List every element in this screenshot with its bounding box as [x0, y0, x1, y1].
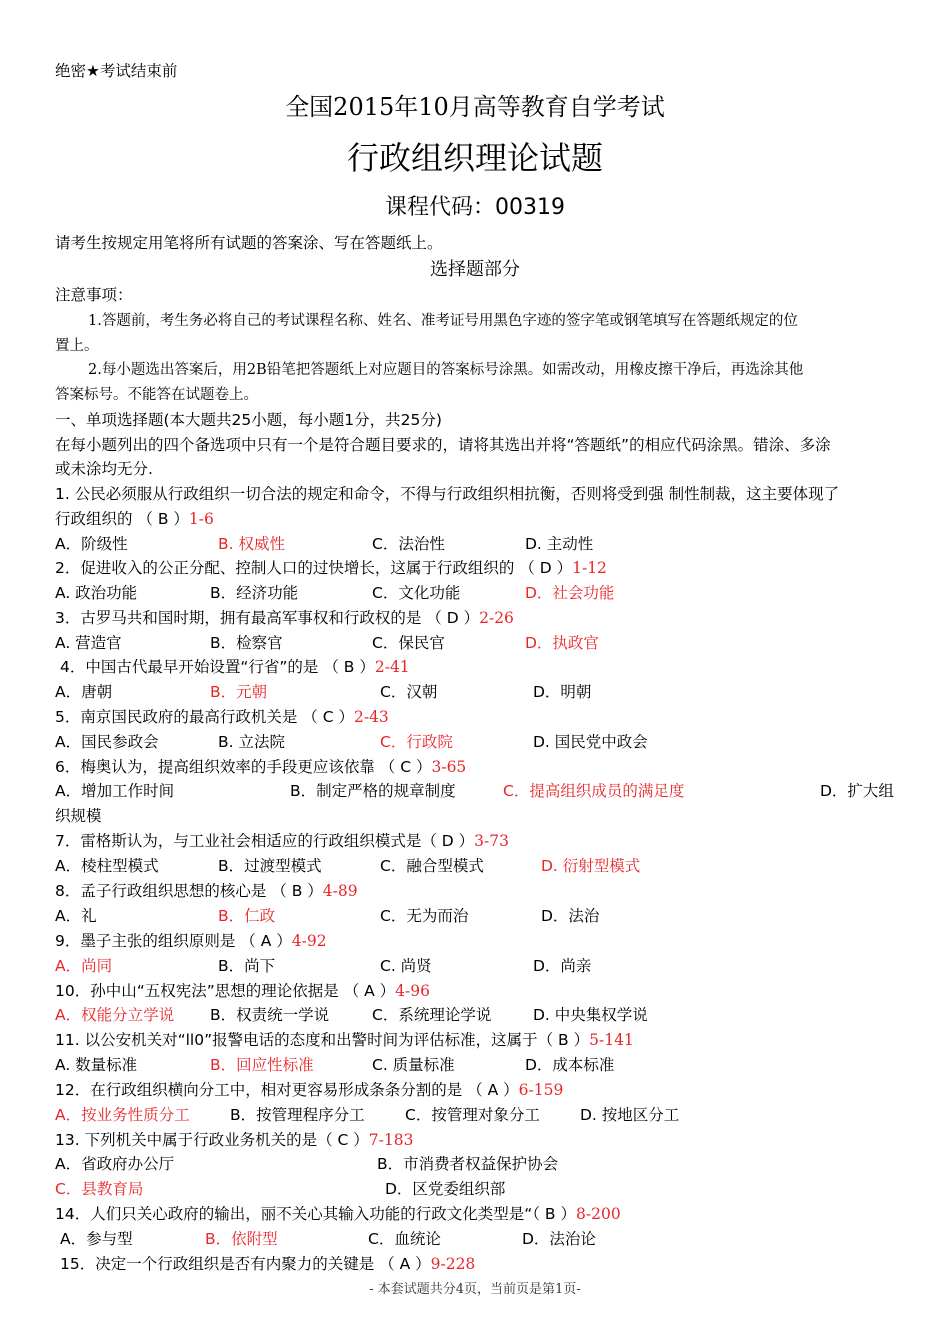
q5-option-d[interactable]: D. 国民党中政会 [533, 733, 648, 751]
q2-option-d[interactable]: D．社会功能 [525, 584, 615, 602]
question-9-stem: 9．墨子主张的组织原则是 （ A ）4-92 [55, 932, 327, 950]
q11-option-d[interactable]: D．成本标准 [525, 1056, 615, 1074]
question-15-stem: 15．决定一个行政组织是否有内聚力的关键是 （ A ）9-228 [60, 1255, 476, 1273]
question-9-ref: 4-92 [291, 932, 327, 950]
question-6-ref: 3-65 [431, 758, 467, 776]
q6-option-c[interactable]: C．提高组织成员的满足度 [503, 782, 685, 800]
q1-option-d[interactable]: D. 主动性 [525, 535, 594, 553]
q4-option-a[interactable]: A．唐朝 [55, 683, 113, 701]
question-5-ref: 2-43 [353, 708, 389, 726]
q1-option-b[interactable]: B. 权威性 [218, 535, 285, 553]
q7-option-c[interactable]: C．融合型模式 [380, 857, 484, 875]
q14-option-b[interactable]: B．依附型 [205, 1230, 278, 1248]
question-10-stem: 10．孙中山“五权宪法”思想的理论依据是 （ A ）4-96 [55, 982, 430, 1000]
note-2-cont: 答案标号。不能答在试题卷上。 [55, 387, 258, 403]
q13-option-b[interactable]: B．市消费者权益保护协会 [377, 1155, 559, 1173]
q9-option-b[interactable]: B．尚下 [218, 957, 276, 975]
q6-option-d-cont: 织规模 [55, 807, 102, 825]
q14-option-a[interactable]: A．参与型 [60, 1230, 133, 1248]
q7-option-d[interactable]: D. 衍射型模式 [541, 857, 641, 875]
question-15-ref: 9-228 [430, 1255, 476, 1273]
q13-option-c[interactable]: C．县教育局 [55, 1180, 144, 1198]
part1-desc: 在每小题列出的四个备选项中只有一个是符合题目要求的，请将其选出并将“答题纸”的相应代码涂黑。错涂、多涂 [55, 436, 831, 454]
q10-option-c[interactable]: C．系统理论学说 [372, 1006, 492, 1024]
q10-option-a[interactable]: A．权能分立学说 [55, 1006, 175, 1024]
q8-option-a[interactable]: A．礼 [55, 907, 97, 925]
q2-option-a[interactable]: A. 政治功能 [55, 584, 138, 602]
q3-option-b[interactable]: B．检察官 [210, 634, 283, 652]
question-4-ref: 2-41 [374, 658, 410, 676]
exam-title: 全国2015年10月高等教育自学考试 [285, 93, 665, 121]
question-14-ref: 8-200 [576, 1205, 621, 1223]
question-2-stem: 2．促进收入的公正分配、控制人口的过快增长，这属于行政组织的 （ D ）1-12 [55, 559, 607, 577]
question-14-stem: 14．人们只关心政府的输出，丽不关心其输入功能的行政文化类型是“（ B ）8-200 [55, 1205, 621, 1223]
question-11-stem: 11. 以公安机关对“ll0”报警电话的态度和出警时间为评估标准，这属于（ B ）5-141 [55, 1031, 634, 1049]
q9-option-a[interactable]: A．尚同 [55, 957, 113, 975]
q12-option-b[interactable]: B．按管理程序分工 [230, 1106, 365, 1124]
question-10-ref: 4-96 [395, 982, 430, 1000]
q5-option-b[interactable]: B. 立法院 [218, 733, 285, 751]
q7-option-b[interactable]: B．过渡型模式 [218, 857, 322, 875]
q4-option-b[interactable]: B．元朝 [210, 683, 268, 701]
q14-option-c[interactable]: C．血统论 [368, 1230, 441, 1248]
question-3-ref: 2-26 [479, 609, 514, 627]
course-code: 课程代码：00319 [385, 195, 565, 220]
question-11-ref: 5-141 [589, 1031, 634, 1049]
question-5-stem: 5．南京国民政府的最高行政机关是 （ C ）2-43 [55, 708, 389, 726]
notes-heading: 注意事项： [55, 286, 133, 304]
note-2: 2.每小题选出答案后，用2B铅笔把答题纸上对应题目的答案标号涂黑。如需改动，用橡皮擦干净后，再选涂其他 [88, 362, 804, 378]
note-1-cont: 置上。 [55, 338, 99, 354]
confidential-label: 绝密★考试结束前 [55, 62, 178, 80]
q11-option-a[interactable]: A. 数量标准 [55, 1056, 138, 1074]
q4-option-d[interactable]: D．明朝 [533, 683, 592, 701]
question-7-stem: 7．雷格斯认为，与工业社会相适应的行政组织模式是（ D ）3-73 [55, 832, 509, 850]
q3-option-d[interactable]: D．执政官 [525, 634, 599, 652]
q9-option-d[interactable]: D．尚亲 [533, 957, 592, 975]
q1-option-a[interactable]: A．阶级性 [55, 535, 128, 553]
q13-option-d[interactable]: D．区党委组织部 [385, 1180, 506, 1198]
question-13-ref: 7-183 [368, 1131, 414, 1149]
part1-heading: 一、单项选择题(本大题共25小题，每小题1分，共25分) [55, 411, 442, 429]
q7-option-a[interactable]: A．棱柱型模式 [55, 857, 159, 875]
q9-option-c[interactable]: C. 尚贤 [380, 957, 432, 975]
q8-option-d[interactable]: D．法治 [541, 907, 600, 925]
question-13-stem: 13. 下列机关中属于行政业务机关的是（ C ）7-183 [55, 1131, 414, 1149]
question-7-ref: 3-73 [474, 832, 509, 850]
q4-option-c[interactable]: C．汉朝 [380, 683, 438, 701]
question-1-stem-cont: 行政组织的 （ B ）1-6 [55, 510, 214, 528]
q6-option-d[interactable]: D．扩大组 [820, 782, 894, 800]
subject-title: 行政组织理论试题 [346, 139, 603, 177]
q10-option-d[interactable]: D. 中央集权学说 [533, 1006, 648, 1024]
question-2-ref: 1-12 [572, 559, 607, 577]
question-12-stem: 12．在行政组织横向分工中，相对更容易形成条条分割的是 （ A ）6-159 [55, 1081, 564, 1099]
q8-option-c[interactable]: C．无为而治 [380, 907, 469, 925]
question-3-stem: 3．古罗马共和国时期，拥有最高军事权和行政权的是 （ D ）2-26 [55, 609, 514, 627]
q5-option-c[interactable]: C．行政院 [380, 733, 453, 751]
instruction-text: 请考生按规定用笔将所有试题的答案涂、写在答题纸上。 [55, 234, 443, 252]
question-1-ref: 1-6 [188, 510, 214, 528]
question-8-stem: 8．孟子行政组织思想的核心是 （ B ）4-89 [55, 882, 358, 900]
question-1-stem: 1. 公民必须服从行政组织一切合法的规定和命令，不得与行政组织相抗衡，否则将受到强 制性制裁，这主要体现了 [55, 485, 840, 503]
part1-desc-cont: 或未涂均无分. [55, 460, 153, 478]
question-12-ref: 6-159 [518, 1081, 564, 1099]
q11-option-b[interactable]: B．回应性标准 [210, 1056, 314, 1074]
q8-option-b[interactable]: B．仁政 [218, 907, 276, 925]
q12-option-c[interactable]: C．按管理对象分工 [405, 1106, 540, 1124]
q14-option-d[interactable]: D．法治论 [522, 1230, 596, 1248]
q12-option-a[interactable]: A．按业务性质分工 [55, 1106, 190, 1124]
q2-option-b[interactable]: B．经济功能 [210, 584, 299, 602]
q5-option-a[interactable]: A．国民参政会 [55, 733, 159, 751]
question-6-stem: 6．梅奥认为，提高组织效率的手段更应该依靠 （ C ）3-65 [55, 758, 467, 776]
q3-option-a[interactable]: A. 营造官 [55, 634, 122, 652]
q6-option-b[interactable]: B．制定严格的规章制度 [290, 782, 456, 800]
q11-option-c[interactable]: C. 质量标准 [372, 1056, 455, 1074]
page-footer: - 本套试题共分4页，当前页是第1页- [369, 1282, 581, 1297]
q13-option-a[interactable]: A．省政府办公厅 [55, 1155, 175, 1173]
note-1: 1.答题前，考生务必将自己的考试课程名称、姓名、准考证号用黑色字迹的签字笔或钢笔填写在答题纸规定的位 [88, 313, 798, 329]
q3-option-c[interactable]: C．保民官 [372, 634, 445, 652]
q2-option-c[interactable]: C．文化功能 [372, 584, 461, 602]
q1-option-c[interactable]: C．法治性 [372, 535, 445, 553]
q10-option-b[interactable]: B．权责统一学说 [210, 1006, 330, 1024]
question-8-ref: 4-89 [322, 882, 358, 900]
q12-option-d[interactable]: D. 按地区分工 [580, 1106, 680, 1124]
question-4-stem: 4．中国古代最早开始设置“行省”的是 （ B ）2-41 [60, 658, 410, 676]
section-title: 选择题部分 [430, 259, 520, 280]
q6-option-a[interactable]: A．增加工作时间 [55, 782, 175, 800]
